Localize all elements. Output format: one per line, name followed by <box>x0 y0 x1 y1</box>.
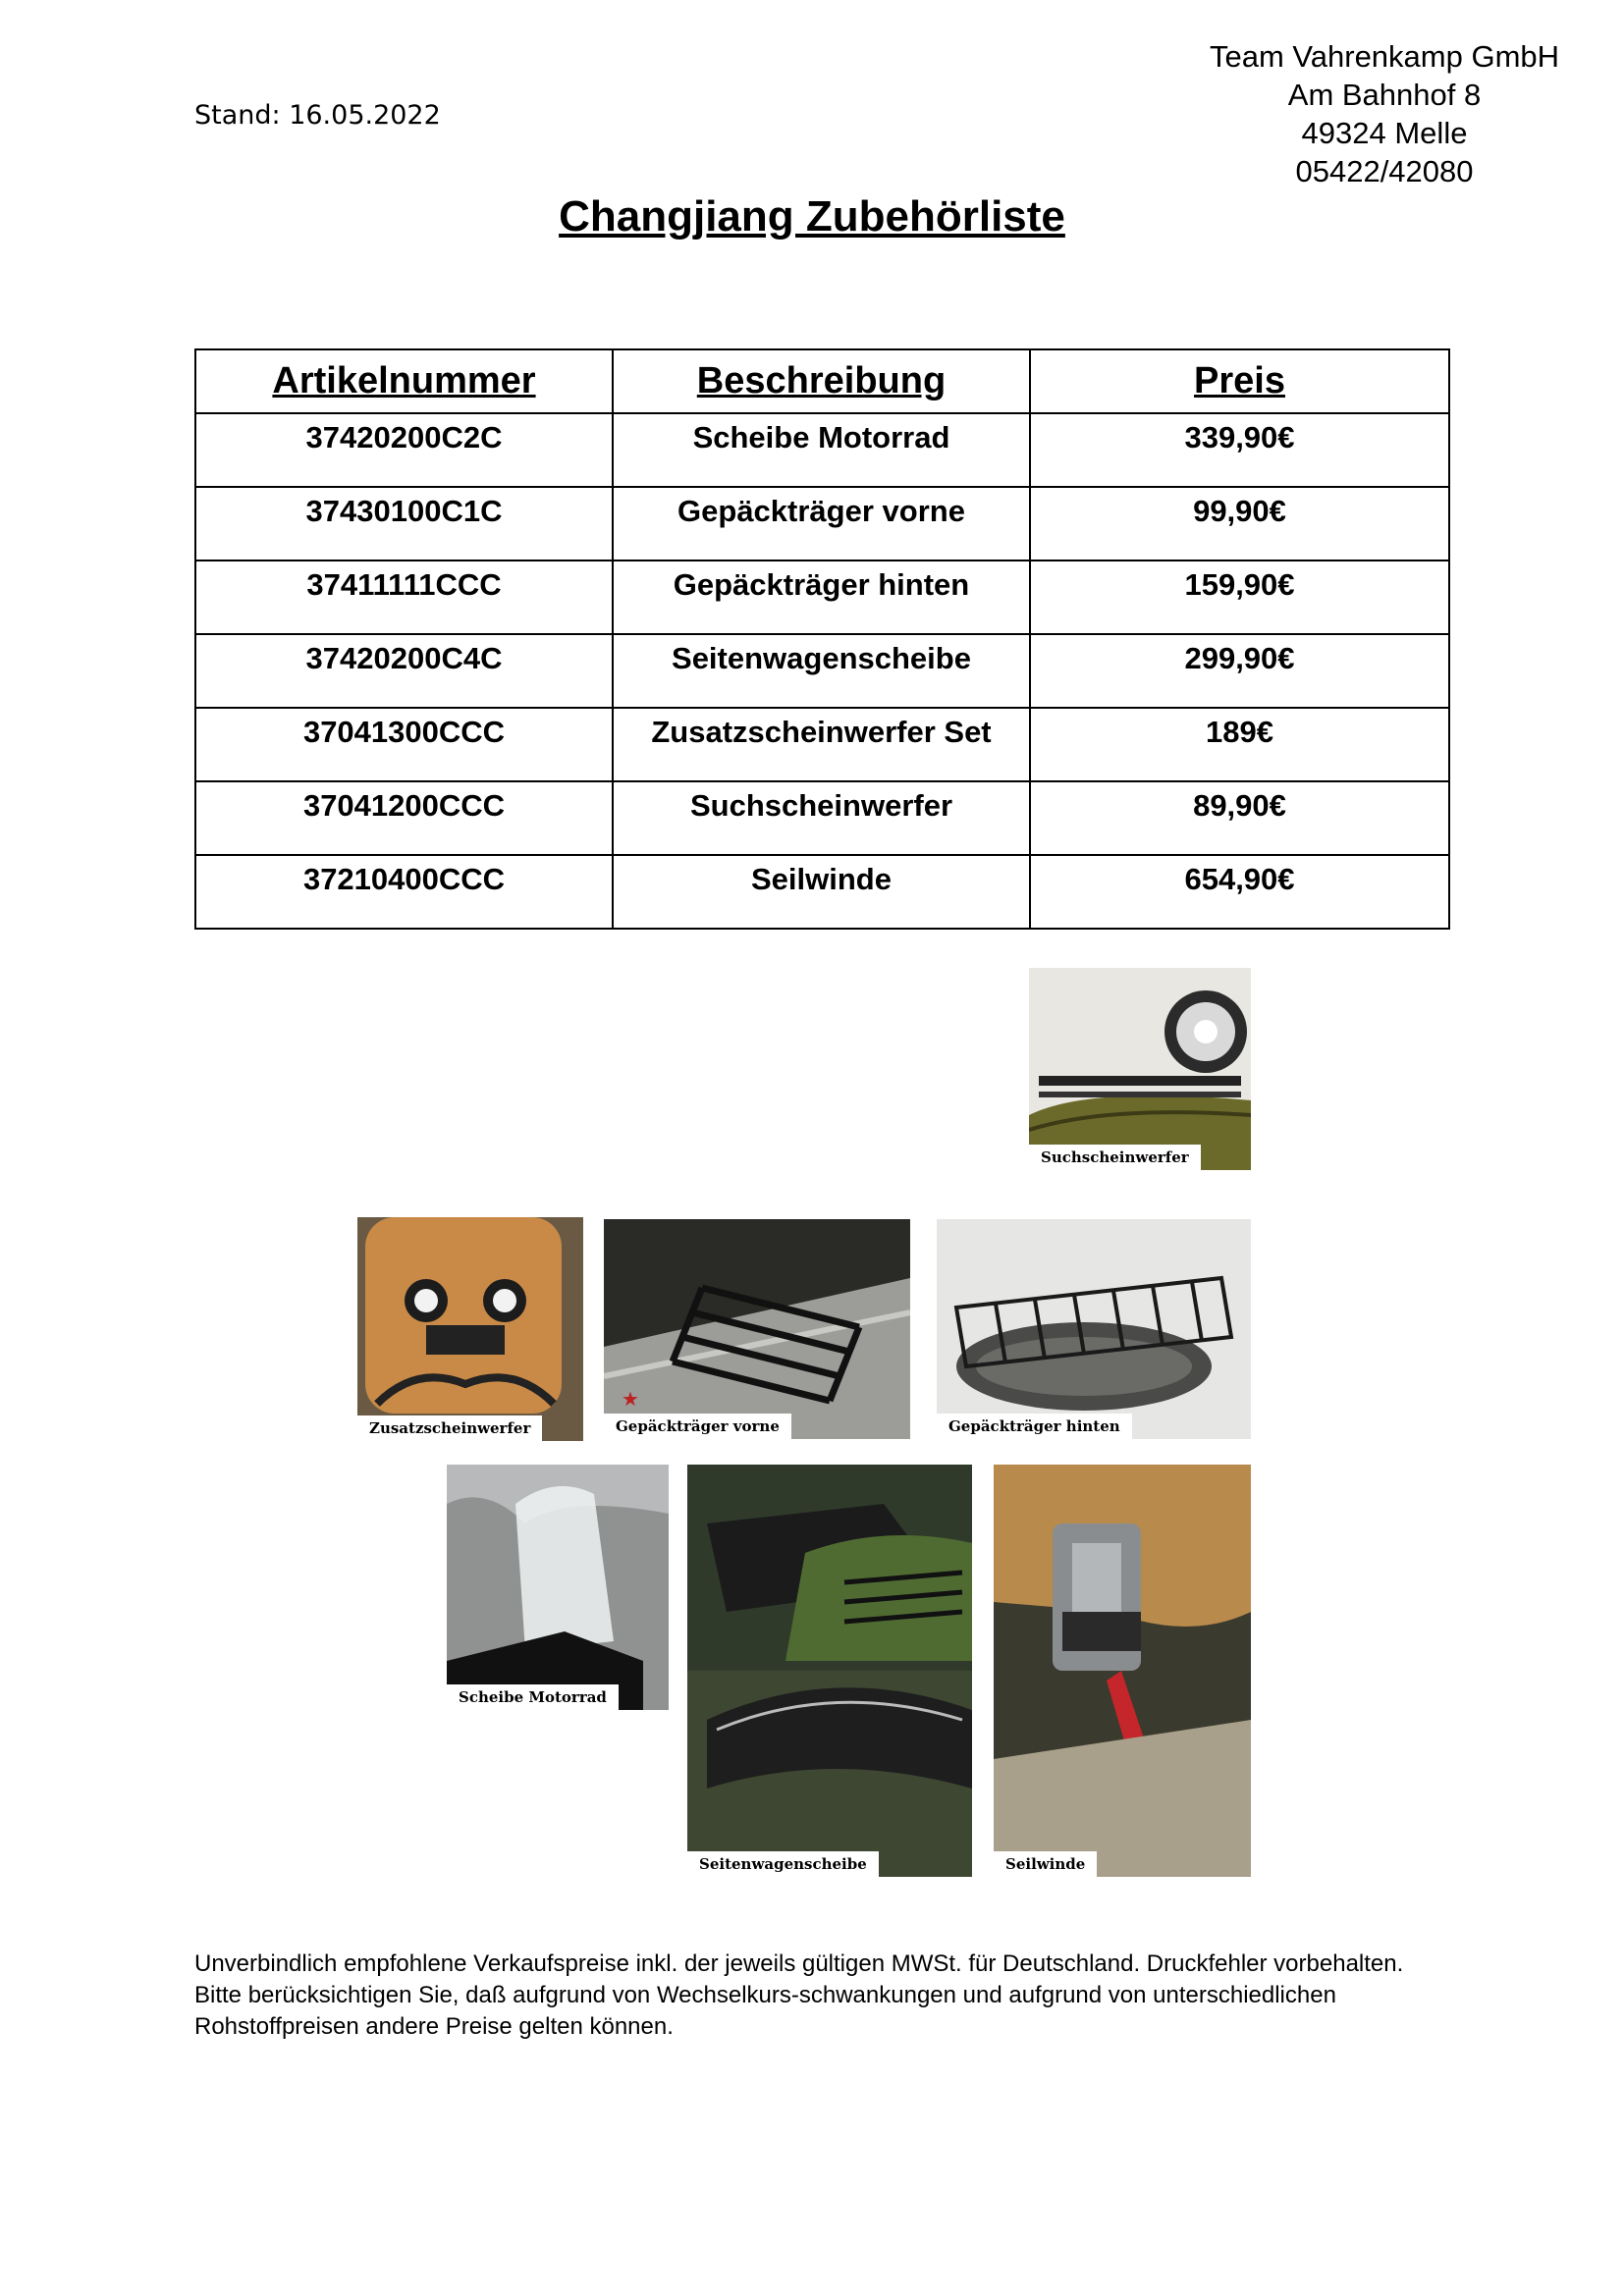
table-row <box>195 413 1449 487</box>
cell-price: 99,90€ <box>1030 487 1449 561</box>
company-street: Am Bahnhof 8 <box>1287 78 1482 112</box>
page-title: Changjiang Zubehörliste <box>559 192 1065 240</box>
caption-seitenwagenscheibe: Seitenwagenscheibe <box>687 1851 879 1877</box>
table-row <box>195 781 1449 855</box>
product-photo-collage <box>265 942 1267 1885</box>
cell-article-number: 37411111CCC <box>195 561 613 634</box>
cell-price: 654,90€ <box>1030 855 1449 929</box>
company-phone: 05422/42080 <box>1295 154 1474 188</box>
cell-description: Suchscheinwerfer <box>613 781 1030 855</box>
svg-text:★: ★ <box>622 1387 639 1411</box>
footer-disclaimer: Unverbindlich empfohlene Verkaufspreise inkl. der jeweils gültigen MWSt. für Deutschland. Druckfehler vorbehalten. Bitte berücksichtigen Sie, daß aufgrund von Wechselkurs-schwankungen und aufgrund von unterschiedlichen Rohstoffpreisen andere Preise gelten können. <box>194 1950 1404 2040</box>
caption-gepaecktraeger-hinten: Gepäckträger hinten <box>937 1414 1132 1439</box>
cell-description: Gepäckträger vorne <box>613 487 1030 561</box>
company-city: 49324 Melle <box>1301 116 1468 150</box>
photo-seilwinde <box>994 1465 1251 1877</box>
caption-zusatzscheinwerfer: Zusatzscheinwerfer <box>357 1415 542 1441</box>
caption-suchscheinwerfer: Suchscheinwerfer <box>1029 1145 1201 1170</box>
cell-price: 299,90€ <box>1030 634 1449 708</box>
accessory-table <box>194 348 1450 930</box>
cell-description: Seitenwagenscheibe <box>613 634 1030 708</box>
cell-article-number: 37430100C1C <box>195 487 613 561</box>
caption-seilwinde: Seilwinde <box>994 1851 1097 1877</box>
cell-description: Scheibe Motorrad <box>613 413 1030 487</box>
photo-scheibe-motorrad <box>447 1465 669 1710</box>
cell-article-number: 37420200C4C <box>195 634 613 708</box>
cell-price: 159,90€ <box>1030 561 1449 634</box>
cell-article-number: 37041200CCC <box>195 781 613 855</box>
cell-article-number: 37420200C2C <box>195 413 613 487</box>
column-header-artikelnummer: Artikelnummer <box>195 349 613 413</box>
photo-suchscheinwerfer <box>1029 968 1251 1170</box>
company-address <box>1168 37 1600 190</box>
caption-gepaecktraeger-vorne: Gepäckträger vorne <box>604 1414 791 1439</box>
cell-price: 339,90€ <box>1030 413 1449 487</box>
photo-zusatzscheinwerfer <box>357 1217 583 1441</box>
column-header-preis: Preis <box>1030 349 1449 413</box>
table-header-row <box>195 349 1449 413</box>
photo-gepaecktraeger-vorne <box>604 1219 910 1439</box>
cell-price: 89,90€ <box>1030 781 1449 855</box>
cell-price: 189€ <box>1030 708 1449 781</box>
table-row <box>195 561 1449 634</box>
cell-description: Zusatzscheinwerfer Set <box>613 708 1030 781</box>
photo-gepaecktraeger-hinten <box>937 1219 1251 1439</box>
table-row <box>195 487 1449 561</box>
column-header-beschreibung: Beschreibung <box>613 349 1030 413</box>
table-row <box>195 634 1449 708</box>
cell-description: Gepäckträger hinten <box>613 561 1030 634</box>
photo-seitenwagenscheibe <box>687 1465 972 1877</box>
cell-article-number: 37210400CCC <box>195 855 613 929</box>
table-row <box>195 708 1449 781</box>
stand-date: Stand: 16.05.2022 <box>194 100 441 131</box>
caption-scheibe-motorrad: Scheibe Motorrad <box>447 1684 619 1710</box>
cell-article-number: 37041300CCC <box>195 708 613 781</box>
table-row <box>195 855 1449 929</box>
cell-description: Seilwinde <box>613 855 1030 929</box>
company-name: Team Vahrenkamp GmbH <box>1209 39 1560 74</box>
